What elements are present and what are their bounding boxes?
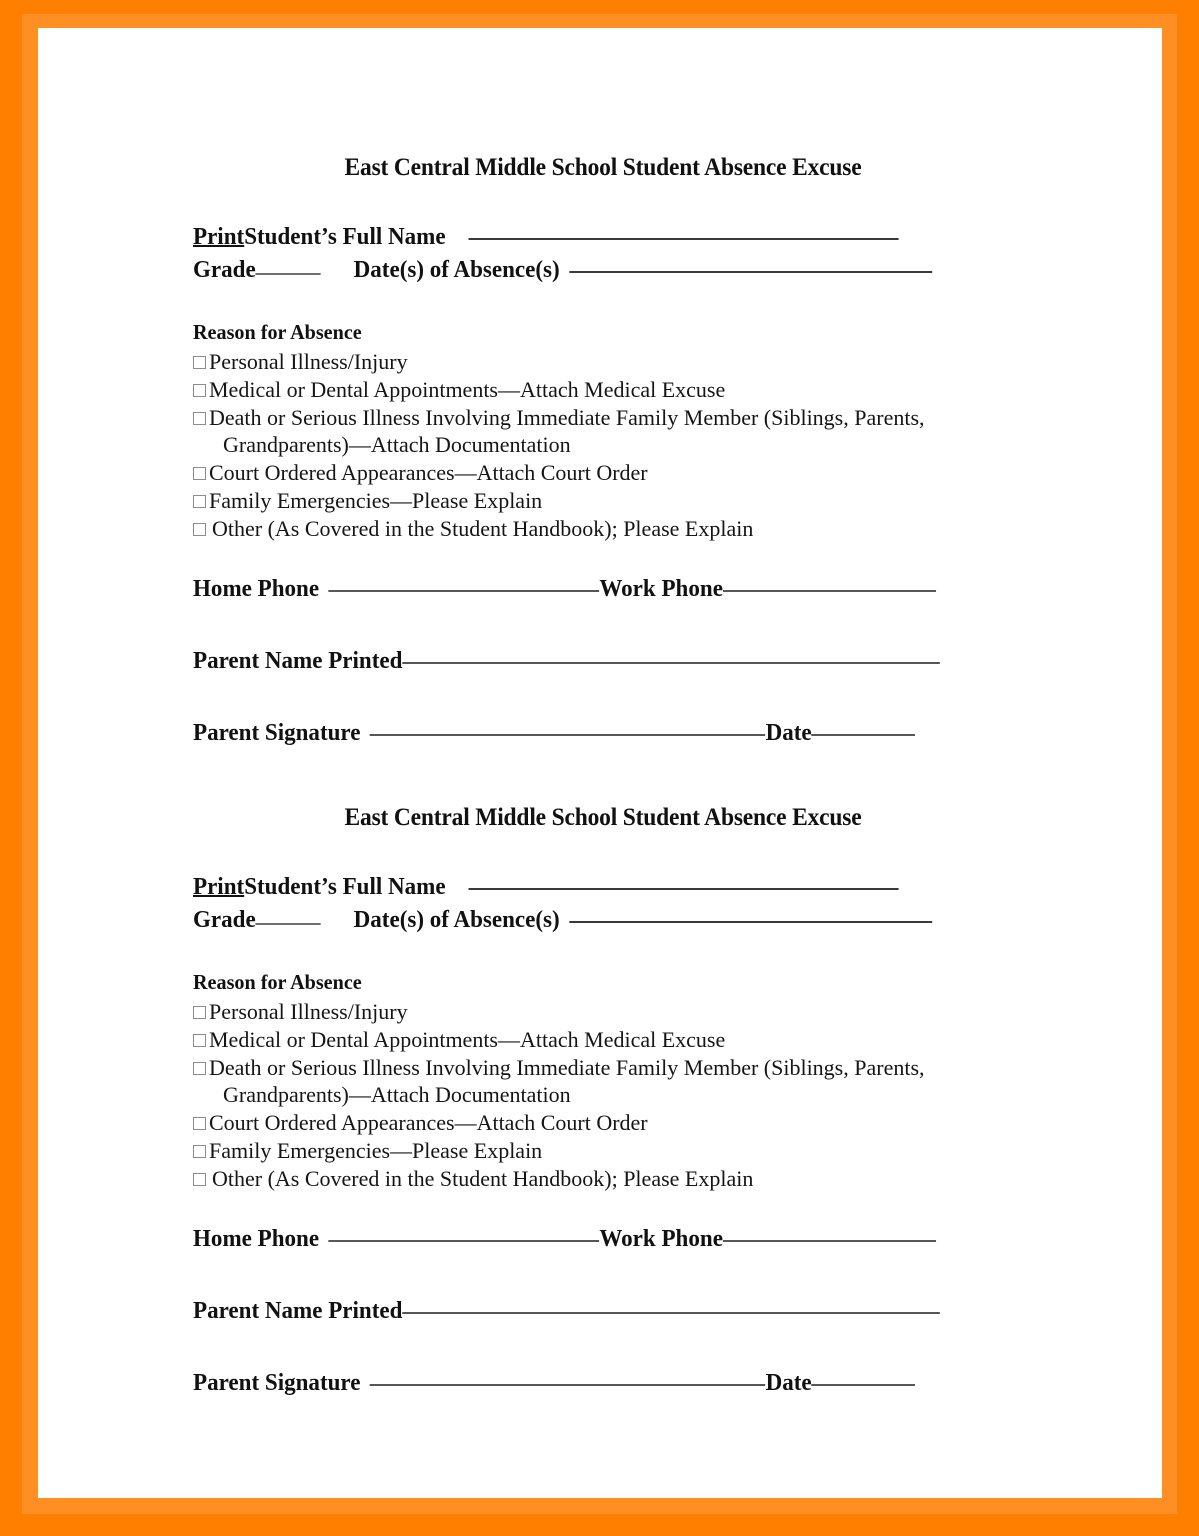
reason-item[interactable] <box>193 349 1013 375</box>
phone-row <box>193 1226 980 1253</box>
reason-for-absence-heading: Reason for Absence <box>193 970 362 994</box>
dates-blank[interactable] <box>569 921 932 923</box>
work-phone-label: Work Phone <box>599 576 723 603</box>
absence-excuse-form-top <box>193 154 1013 747</box>
reason-item[interactable] <box>193 999 1013 1025</box>
home-phone-blank[interactable] <box>329 1240 600 1242</box>
parent-signature-blank[interactable] <box>370 734 766 736</box>
grade-blank[interactable] <box>256 273 321 275</box>
student-name-label: Student’s Full Name <box>244 874 446 900</box>
reason-label: Medical or Dental Appointments—Attach Medical Excuse <box>209 1027 726 1053</box>
sheet-content <box>38 28 1162 1498</box>
reason-item[interactable] <box>193 1055 1013 1107</box>
student-name-blank[interactable] <box>469 238 899 240</box>
reason-label <box>209 1055 925 1107</box>
dates-label: Date(s) of Absence(s) <box>353 257 560 283</box>
grade-and-dates-row <box>193 257 980 284</box>
reason-item[interactable] <box>193 1138 1013 1164</box>
reason-checklist <box>193 999 1013 1192</box>
reason-label-line2: Grandparents)—Attach Documentation <box>223 431 571 457</box>
student-name-label: Student’s Full Name <box>244 224 446 250</box>
home-phone-label: Home Phone <box>193 576 320 603</box>
checkbox-icon[interactable] <box>193 1034 206 1047</box>
reason-label-line2: Grandparents)—Attach Documentation <box>223 1081 571 1107</box>
grade-blank[interactable] <box>256 923 321 925</box>
paper-sheet <box>38 28 1162 1498</box>
parent-name-row <box>193 648 980 675</box>
work-phone-blank[interactable] <box>723 590 936 592</box>
date-blank[interactable] <box>812 1384 916 1386</box>
reason-label: Personal Illness/Injury <box>209 999 408 1024</box>
grade-label: Grade <box>193 257 256 283</box>
date-label: Date <box>765 1370 812 1397</box>
parent-name-row <box>193 1298 980 1325</box>
reason-item[interactable] <box>193 488 1013 514</box>
student-name-blank[interactable] <box>469 888 899 890</box>
student-identification-section <box>193 874 1013 934</box>
reason-item[interactable] <box>193 1110 1013 1136</box>
print-label: Print <box>193 224 245 250</box>
dates-blank[interactable] <box>569 271 932 273</box>
parent-signature-row <box>193 720 980 747</box>
home-phone-blank[interactable] <box>329 590 600 592</box>
student-name-row <box>193 874 980 901</box>
reason-item[interactable] <box>193 377 1013 403</box>
reason-label: Court Ordered Appearances—Attach Court Order <box>209 459 648 485</box>
checkbox-icon[interactable] <box>193 356 206 369</box>
reason-checklist <box>193 349 1013 542</box>
work-phone-label: Work Phone <box>599 1226 723 1253</box>
date-blank[interactable] <box>812 734 916 736</box>
contact-section <box>193 576 1013 747</box>
checkbox-icon[interactable] <box>193 412 206 425</box>
reason-label-line1: Death or Serious Illness Involving Immediate Family Member (Siblings, Parents, <box>209 405 925 431</box>
checkbox-icon[interactable] <box>193 1173 206 1186</box>
reason-label <box>209 405 925 457</box>
grade-and-dates-row <box>193 907 980 934</box>
reason-label: Other (As Covered in the Student Handbook); Please Explain <box>212 516 754 542</box>
parent-signature-blank[interactable] <box>370 1384 766 1386</box>
print-label: Print <box>193 874 245 900</box>
contact-section <box>193 1226 1013 1397</box>
parent-signature-row <box>193 1370 980 1397</box>
absence-excuse-form-bottom <box>193 804 1013 1397</box>
reason-label-line1: Death or Serious Illness Involving Immediate Family Member (Siblings, Parents, <box>209 1055 925 1081</box>
parent-signature-label: Parent Signature <box>193 720 361 747</box>
parent-name-label: Parent Name Printed <box>193 1298 403 1325</box>
checkbox-icon[interactable] <box>193 384 206 397</box>
checkbox-icon[interactable] <box>193 1145 206 1158</box>
grade-label: Grade <box>193 907 256 933</box>
reason-item[interactable] <box>193 1027 1013 1053</box>
reason-label: Family Emergencies—Please Explain <box>209 1137 543 1163</box>
parent-name-blank[interactable] <box>402 662 940 664</box>
reason-label: Family Emergencies—Please Explain <box>209 487 543 513</box>
checkbox-icon[interactable] <box>193 1062 206 1075</box>
checkbox-icon[interactable] <box>193 523 206 536</box>
reason-item[interactable] <box>193 405 1013 457</box>
reason-item[interactable] <box>193 1166 1013 1192</box>
reason-label: Court Ordered Appearances—Attach Court Order <box>209 1109 648 1135</box>
reason-label: Personal Illness/Injury <box>209 349 408 374</box>
reason-label: Medical or Dental Appointments—Attach Medical Excuse <box>209 377 726 403</box>
checkbox-icon[interactable] <box>193 1117 206 1130</box>
reason-item[interactable] <box>193 516 1013 542</box>
checkbox-icon[interactable] <box>193 467 206 480</box>
reason-label: Other (As Covered in the Student Handbook); Please Explain <box>212 1166 754 1192</box>
parent-name-blank[interactable] <box>402 1312 940 1314</box>
parent-name-label: Parent Name Printed <box>193 648 403 675</box>
parent-signature-label: Parent Signature <box>193 1370 361 1397</box>
student-name-row <box>193 224 980 251</box>
student-identification-section <box>193 224 1013 284</box>
home-phone-label: Home Phone <box>193 1226 320 1253</box>
checkbox-icon[interactable] <box>193 495 206 508</box>
reason-for-absence-heading: Reason for Absence <box>193 320 362 344</box>
reason-item[interactable] <box>193 460 1013 486</box>
work-phone-blank[interactable] <box>723 1240 936 1242</box>
date-label: Date <box>765 720 812 747</box>
form-title: East Central Middle School Student Absence Excuse <box>344 154 862 181</box>
phone-row <box>193 576 980 603</box>
form-title: East Central Middle School Student Absence Excuse <box>344 804 862 831</box>
checkbox-icon[interactable] <box>193 1006 206 1019</box>
dates-label: Date(s) of Absence(s) <box>353 907 560 933</box>
